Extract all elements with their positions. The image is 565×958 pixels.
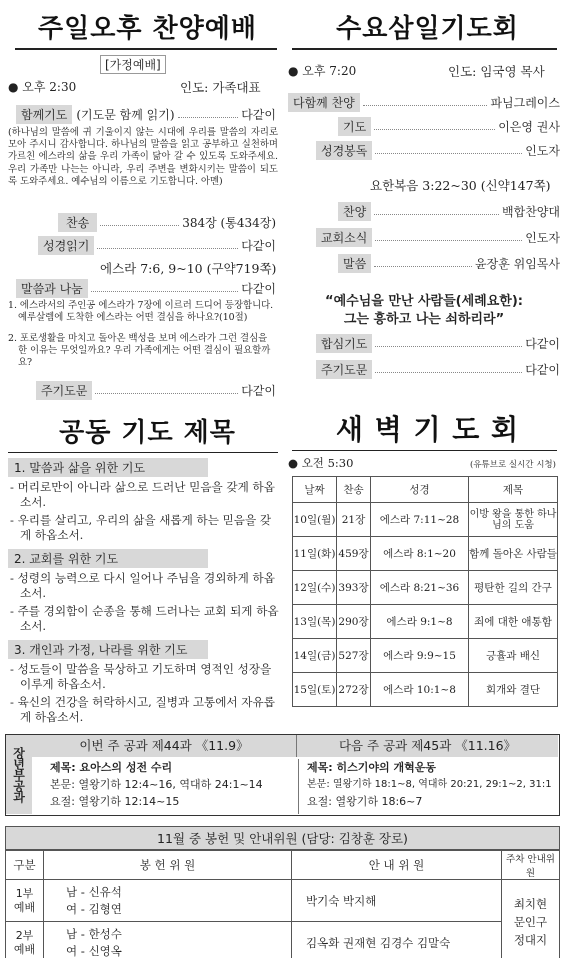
wednesday-time: ● 오후 7:20 bbox=[288, 64, 357, 78]
table-cell: 13일(목) bbox=[293, 605, 337, 639]
table-cell: 에스라 9:1~8 bbox=[371, 605, 469, 639]
prayer-section-head: 3. 개인과 가정, 나라를 위한 기도 bbox=[8, 640, 208, 659]
wednesday-title: 수요삼일기도회 bbox=[336, 14, 519, 44]
table-cell: 에스라 10:1~8 bbox=[371, 673, 469, 707]
table-cell: 에스라 8:21~36 bbox=[371, 571, 469, 605]
offering-members bbox=[44, 922, 292, 958]
offering-female: 여 - 김형연 bbox=[66, 901, 122, 916]
table-header-row bbox=[293, 477, 558, 503]
study-this-text: 본문: 열왕기하 12:4~16, 역대하 24:1~14 bbox=[50, 778, 263, 791]
prayer-topics bbox=[8, 458, 280, 725]
table-cell: 회개와 결단 bbox=[469, 673, 558, 707]
wednesday-order bbox=[288, 90, 560, 162]
table-cell: 에스라 8:1~20 bbox=[371, 537, 469, 571]
table-row bbox=[293, 503, 558, 537]
wednesday-row bbox=[288, 250, 560, 276]
offering-female: 여 - 신영옥 bbox=[66, 943, 122, 958]
wednesday-row bbox=[288, 114, 560, 138]
sunday-reading-ref: 에스라 7:6, 9~10 (구약719쪽) bbox=[100, 261, 277, 276]
wednesday-row-label: 교회소식 bbox=[316, 228, 372, 247]
wednesday-leader: 인도: 임국영 목사 bbox=[448, 64, 545, 79]
table-row bbox=[293, 537, 558, 571]
service-label: 1부 예배 bbox=[6, 880, 44, 922]
table-cell: 에스라 9:9~15 bbox=[371, 639, 469, 673]
table-cell: 290장 bbox=[337, 605, 371, 639]
wednesday-ref: 요한복음 3:22~30 (신약147쪽) bbox=[370, 178, 551, 193]
table-cell: 죄에 대한 애통함 bbox=[469, 605, 558, 639]
column-header: 구분 bbox=[6, 851, 44, 880]
wednesday-row-label: 합심기도 bbox=[316, 334, 372, 353]
table-cell: 15일(토) bbox=[293, 673, 337, 707]
dawn-table bbox=[292, 476, 558, 707]
wednesday-row-val: 이은영 권사 bbox=[498, 119, 560, 134]
wednesday-row-val: 다같이 bbox=[525, 336, 560, 351]
table-cell: 11일(화) bbox=[293, 537, 337, 571]
table-cell: 459장 bbox=[337, 537, 371, 571]
study-side-label: 장년부공과 bbox=[6, 735, 32, 814]
parking-members: 최치현 문인구 정대지 bbox=[502, 880, 560, 958]
prayer-topics-title: 공동 기도 제목 bbox=[59, 418, 236, 448]
sunday-hymn-label: 찬송 bbox=[58, 213, 97, 232]
study-next-week bbox=[298, 759, 558, 814]
column-header: 성경 bbox=[371, 477, 469, 503]
sunday-hymn-row bbox=[8, 212, 276, 232]
divider bbox=[15, 48, 277, 50]
table-header-row bbox=[6, 851, 560, 880]
prayer-item: - 우리를 살리고, 우리의 삶을 새롭게 하는 믿음을 갖게 하옵소서. bbox=[10, 513, 272, 542]
table-cell: 이방 왕을 통한 하나님의 도움 bbox=[469, 503, 558, 537]
wednesday-row bbox=[288, 90, 560, 114]
sermon-quote-2: 그는 흥하고 나는 쇠하리라” bbox=[343, 312, 505, 327]
wednesday-row-val: 백합찬양대 bbox=[502, 204, 560, 219]
table-cell: 21장 bbox=[337, 503, 371, 537]
sunday-reading-label: 성경읽기 bbox=[38, 236, 94, 255]
wednesday-row-val: 인도자 bbox=[525, 143, 560, 158]
table-cell: 527장 bbox=[337, 639, 371, 673]
offering-members bbox=[44, 880, 292, 922]
dawn-note: (유튜브로 실시간 시청) bbox=[470, 460, 556, 470]
guide-members: 박기숙 박지해 bbox=[292, 880, 502, 922]
table-cell: 함께 돌아온 사람들 bbox=[469, 537, 558, 571]
table-row bbox=[293, 605, 558, 639]
sunday-time: ● 오후 2:30 bbox=[8, 80, 77, 94]
table-row bbox=[293, 571, 558, 605]
offering-male: 남 - 신유석 bbox=[66, 884, 122, 899]
study-box bbox=[5, 734, 560, 816]
sunday-share-label: 말씀과 나눔 bbox=[16, 279, 88, 298]
sunday-hymn-val: 384장 (통434장) bbox=[182, 215, 276, 230]
wednesday-order-2 bbox=[288, 198, 560, 276]
divider bbox=[292, 450, 557, 451]
sunday-leader: 인도: 가족대표 bbox=[180, 80, 261, 95]
prayer-section-head: 2. 교회를 위한 기도 bbox=[8, 549, 208, 568]
study-this-week bbox=[36, 759, 294, 810]
guide-members: 김옥화 권재현 김경수 김말숙 bbox=[292, 922, 502, 958]
prayer-item: - 머리로만이 아니라 삶으로 드러난 믿음을 갖게 하옵소서. bbox=[10, 480, 275, 509]
sunday-title: 주일오후 찬양예배 bbox=[38, 14, 257, 44]
sunday-question-2: 2. 포로생활을 마치고 돌아온 백성을 보며 에스라가 그런 결심을 한 이유는 무엇일까요? 우리 가족에게는 어떤 결심이 필요할까요? bbox=[8, 333, 271, 369]
table-cell: 10일(월) bbox=[293, 503, 337, 537]
wednesday-row bbox=[288, 138, 560, 162]
dawn-title: 새 벽 기 도 회 bbox=[335, 413, 520, 446]
table-cell: 에스라 7:11~28 bbox=[371, 503, 469, 537]
sunday-prayer-row bbox=[8, 104, 276, 124]
wednesday-row-label: 다함께 찬양 bbox=[288, 93, 360, 112]
table-row bbox=[6, 922, 560, 958]
sunday-reading-val: 다같이 bbox=[241, 238, 276, 253]
sunday-prayer-text: (하나님의 말씀에 귀 기울이지 않는 시대에 우리를 말씀의 자리로 모아 주시니 감사합니다. 하나님의 말씀을 읽고 공부하고 실천하며 가르친 에스라의 삶을 우리 가족이 닮아 갈 수 있도록 도와주세요. 우리 가족만 나는는 아니라, 우리 주변을 변화시키는 말씀이 되도록 도와주세요. 예수님의 이름으로 기도합니다. 아멘) bbox=[8, 127, 278, 187]
prayer-item: - 성도들이 말씀을 묵상하고 기도하며 영적인 성장을 이루게 하옵소서. bbox=[10, 662, 272, 691]
sunday-prayer-label: 함께기도 bbox=[16, 105, 72, 124]
sunday-lord-label: 주기도문 bbox=[36, 381, 92, 400]
wednesday-row bbox=[288, 198, 560, 224]
divider bbox=[8, 452, 278, 453]
wednesday-row-val: 파님그레이스 bbox=[490, 95, 560, 110]
sunday-lord-val: 다같이 bbox=[241, 383, 276, 398]
service-label: 2부 예배 bbox=[6, 922, 44, 958]
table-cell: 12일(수) bbox=[293, 571, 337, 605]
column-header: 날짜 bbox=[293, 477, 337, 503]
wednesday-row-label: 주기도문 bbox=[316, 360, 372, 379]
wednesday-row-label: 성경봉독 bbox=[316, 141, 372, 160]
sunday-question-1: 1. 에스라서의 주인공 에스라가 7장에 이르러 드디어 등장합니다. 예루살렘에 도착한 에스라는 어떤 결심을 하나요?(10절) bbox=[8, 300, 274, 324]
prayer-item: - 육신의 건강을 허락하시고, 질병과 고통에서 자유롭게 하옵소서. bbox=[10, 695, 275, 724]
sunday-reading-row bbox=[8, 235, 276, 255]
study-next-verse: 요절: 열왕기하 18:6~7 bbox=[307, 795, 423, 808]
table-cell: 긍휼과 배신 bbox=[469, 639, 558, 673]
sunday-subtitle: [가정예배] bbox=[100, 55, 166, 74]
divider bbox=[292, 48, 557, 50]
wednesday-row bbox=[288, 330, 560, 356]
study-this-title: 제목: 요아스의 성전 수리 bbox=[50, 761, 173, 774]
table-cell: 14일(금) bbox=[293, 639, 337, 673]
column-header: 제목 bbox=[469, 477, 558, 503]
prayer-item: - 주를 경외함이 순종을 통해 드러나는 교회 되게 하옵소서. bbox=[10, 604, 279, 633]
study-next-title: 제목: 히스기야의 개혁운동 bbox=[307, 761, 436, 774]
study-this-week-header: 이번 주 공과 제44과 《11.9》 bbox=[32, 735, 297, 757]
wednesday-row-label: 찬양 bbox=[338, 202, 371, 221]
wednesday-row-val: 다같이 bbox=[525, 362, 560, 377]
table-row bbox=[293, 673, 558, 707]
wednesday-row-val: 윤장훈 위임목사 bbox=[475, 256, 560, 271]
sermon-quote-1: “예수님을 만난 사람들(세례요한): bbox=[325, 294, 523, 309]
offering-male: 남 - 한성수 bbox=[66, 926, 122, 941]
sunday-lord-row bbox=[8, 380, 276, 400]
study-next-week-header: 다음 주 공과 제45과 《11.16》 bbox=[297, 735, 558, 757]
ushers-title: 11월 중 봉헌 및 안내위원 (담당: 김창훈 장로) bbox=[5, 826, 560, 850]
prayer-item: - 성령의 능력으로 다시 일어나 주님을 경외하게 하옵소서. bbox=[10, 571, 275, 600]
column-header: 찬송 bbox=[337, 477, 371, 503]
study-this-verse: 요절: 열왕기하 12:14~15 bbox=[50, 795, 180, 808]
wednesday-row bbox=[288, 356, 560, 382]
sunday-share-val: 다같이 bbox=[241, 281, 276, 296]
sunday-share-row bbox=[8, 278, 276, 298]
wednesday-row-label: 말씀 bbox=[338, 254, 371, 273]
column-header: 주차 안내위원 bbox=[502, 851, 560, 880]
sunday-prayer-mid: (기도문 함께 읽기) bbox=[76, 107, 175, 122]
column-header: 봉 헌 위 원 bbox=[44, 851, 292, 880]
table-cell: 393장 bbox=[337, 571, 371, 605]
table-row bbox=[6, 880, 560, 922]
table-cell: 272장 bbox=[337, 673, 371, 707]
wednesday-order-3 bbox=[288, 330, 560, 382]
wednesday-row bbox=[288, 224, 560, 250]
sunday-prayer-val: 다같이 bbox=[241, 107, 276, 122]
wednesday-row-label: 기도 bbox=[338, 117, 371, 136]
column-header: 안 내 위 원 bbox=[292, 851, 502, 880]
table-cell: 평탄한 길의 간구 bbox=[469, 571, 558, 605]
ushers-table bbox=[5, 850, 560, 958]
wednesday-row-val: 인도자 bbox=[525, 230, 560, 245]
study-next-text: 본문: 열왕기하 18:1~8, 역대하 20:21, 29:1~2, 31:1 bbox=[307, 779, 552, 790]
dawn-time: ● 오전 5:30 bbox=[288, 456, 354, 470]
prayer-section-head: 1. 말씀과 삶을 위한 기도 bbox=[8, 458, 208, 477]
table-row bbox=[293, 639, 558, 673]
